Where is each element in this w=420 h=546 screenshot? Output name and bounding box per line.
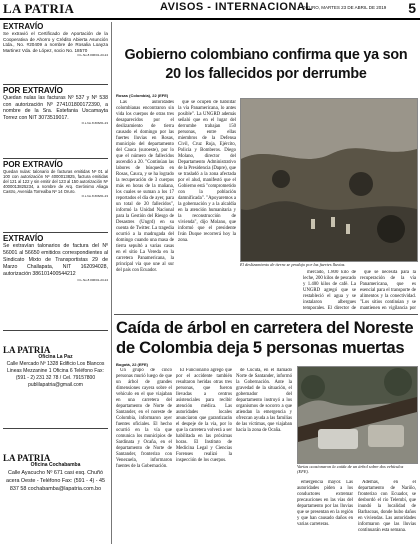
story-1-column: mercado, 1.800 kilo de leche, 200 kilos de pescado y 1.400 kilos de café. La UNGRD agregó que se restableció el agua y se instalaron albergues temporales. El director de xyxy=(303,270,356,310)
classified-ad xyxy=(3,86,108,159)
classifieds-sidebar xyxy=(0,20,110,546)
landslide-photo xyxy=(240,98,418,262)
story-1-headline: Gobierno colombiano confirma que ya son 20 los fallecidos por derrumbe xyxy=(124,47,408,82)
issue-date: ORURO, MARTES 23 DE ABRIL DE 2019 xyxy=(302,5,387,10)
story-2-column: Un grupo de cinco personas murió luego de que un árbol de grandes dimensiones cayera sobre el vehículo en el que viajaban en una carretera del departamento de Norte de Santander, en el noreste de Colombia, informaron ayer fuentes oficiales. El hecho ocurrió en la vía que comunica los municipios de Sardinata y Ocaña, en el departamento de Norte de Santander, fronterizo con Venezuela, informaron fuentes de la Gobernación. xyxy=(116,368,172,469)
ad-body: Quedan nulas: talonario de facturas emitidas Nº 01 al 100 con autorización Nº 4000013825, factura emitidas del 121 al 122 y sin emitir del 123 al 150 autorización Nº 4000013825234, a nombre de Arq. Gerónimo Aliaga Castro, Avenida Torrealba Nº 14 Oruro. xyxy=(3,169,108,194)
publication-name: LA PATRIA xyxy=(3,1,75,16)
story-2-column: El Funcionario agregó que por el accidente también resultaron heridas otras tres personas, que fueron llevadas a centros asistenciales para recibir atención médica. Las autoridades locales anunciaron que garantizarán el despeje de la vía, por lo que la carretera volverá a ser habilitada en las próximas horas. El Instituto de Medicina Legal y Ciencias Forenses realizó la inspección de los cuerpos. xyxy=(176,368,232,463)
office-box-la-paz xyxy=(3,346,108,429)
story-2-headline: Caída de árbol en carretera del Noreste de Colombia deja 5 personas muertas xyxy=(116,318,414,357)
classified-ad xyxy=(3,22,108,85)
office-contact: Calle Mercado Nº 1328 Edificio Los Blancos Lineas Mezzanine 1 Oficina 6 Teléfono Fax: (591 - 2) 231 32 78 / Cel. 79157800 publilapatria@gmail.com xyxy=(6,360,105,388)
story-1-photo-caption: El deslizamiento de tierra se produjo por las fuertes lluvias. xyxy=(240,262,346,267)
story-1-column: Las autoridades colombianas encontraron sin vida los cuerpos de otras tres desaparecidos por el deslizamiento de tierra causado el domingo por las fuertes lluvias en Rosas, municipio del departamento del Cauca (suroeste), por lo que el número de fallecidos ascendió a 20. "Continúan las labores de búsqueda en Rosas, Cauca, y se ha logrado la recuperación de 3 cuerpos más en horas de la mañana, los cuales se suman a los 17 reportados el día de ayer, para un total de 20 fallecidos", informó la Unidad Nacional para la Gestión del Riesgo de Desastres (Ungrd) en su cuenta de Twitter. La tragedia ocurrió a la madrugada del domingo cuando una masa de tierra sepultó a varias casas en el sitio La Vereda en la carretera Panamericana, la principal vía que une al sur del país con Ecuador. xyxy=(116,100,174,273)
office-brand: LA PATRIA xyxy=(3,345,51,355)
section-title: AVISOS - INTERNACIONAL xyxy=(160,1,313,13)
office-name: Oficina La Paz xyxy=(38,354,73,360)
column-divider xyxy=(111,22,112,544)
ad-title: POR EXTRAVÍO xyxy=(3,160,63,169)
fallen-tree-photo xyxy=(297,366,418,464)
office-contact: Calle Ayacucho Nº 671 casi esq. Chuñó acera Oeste - Teléfono Fax: (591 - 4) - 45 837 58 cochabamba@lapatria.com.bo xyxy=(5,469,106,492)
story-1-column: que se ocupen de habilitar la vía Panamericana, lo antes posible". La UNGRD además señaló que en el lugar del derrumbe trabajan 150 personas, entre ellas miembros de la Defensa Civil, Cruz Roja, Ejército, Policía y Bomberos. Diego Molano, director del Departamento Administrativo de la Presidencia (Dapre), que se trasladó a la zona afectada por el alud, manifestó que el Gobierno está "comprometido con la población damnificada". "Apoyaremos a la gobernación y a la alcaldía en la atención humanitaria y la reconstrucción de vivienda", dijo Molano, que informó que el presidente Iván Duque recorrerá hoy la zona. xyxy=(178,100,236,243)
office-name: Oficina Cochabamba xyxy=(30,462,81,468)
ad-footer: O.L.No.8 #06/01-23 xyxy=(81,121,108,125)
ad-footer: O.L.No.8 #06/01-23 xyxy=(81,194,108,198)
ad-title: EXTRAVÍO xyxy=(3,234,44,243)
landslide-image xyxy=(241,99,417,261)
story-2-column: Además, en el departamento de Nariño, fronterizo con Ecuador, se desbordó el río Telembí, que inundó la localidad de Barbacoas, donde hubo daños en viviendas. Las autoridades informaron que las lluvias continuarán esta semana. xyxy=(358,480,416,533)
ad-footer: O.L.No.8 #06/01-23-24 xyxy=(77,278,108,282)
story-2-dateline: Bogotá, 22 (EFE) xyxy=(116,362,149,367)
ad-footer: O.L.No.8 #06/01-23-24 xyxy=(77,53,108,58)
ad-title: POR EXTRAVÍO xyxy=(3,86,63,95)
story-2-photo-caption: Varias ocasionaron la caída de un árbol sobre dos vehículos (EFE). xyxy=(297,464,404,475)
ad-body: Se extravió el Certificado de Aportación de la Cooperativa de Ahorro y Crédito Abierta Asunción Ltda., No. #20409 a nombre de Rosalia Loayza Martinez Vda. de López, socio No. 18570 xyxy=(3,31,108,53)
ad-body: Se extravían talonarios de factura del Nº 56001 al 56650 emitidos correspondientes al Sindicato Mixto de Transportistas 29 de Marzo Challapata, NIT 162094028, autorización 386101400544212 xyxy=(3,243,108,277)
office-box-cochabamba xyxy=(3,454,108,540)
office-brand: LA PATRIA xyxy=(3,453,51,463)
story-2-column: de Cúcuta, en el llamado Norte de Santander, informó la Gobernación. Ante la gravedad de la situación, el gobernador del departamento instruyó a los organismos de socorro a que atiendan la emergencia y ofrezcan ayuda a las familias de las víctimas, que viajaban hacia la zona de Ocaña. xyxy=(236,368,292,433)
page-header xyxy=(0,0,420,20)
story-1-column: que se necesita para la recuperación de la vía Panamericana, que es esencial para el transporte de alimentos y la conectividad. "Los sitios continúan y se mantienen en vigilancia por xyxy=(360,270,416,310)
story-1-dateline: Rosas (Colombia), 22 (EFE) xyxy=(116,93,169,98)
fallen-tree-image xyxy=(298,367,417,463)
story-2-column: emergencia mayor. Las autoridades piden a los conductores extremar precauciones en las vías del departamento por las lluvias que se presentan en la región y que han causado daños en varias carreteras. xyxy=(297,480,353,527)
ad-title: EXTRAVÍO xyxy=(3,22,44,31)
classified-ad xyxy=(3,234,108,331)
ad-body: Quedan nulas las facturas Nº 537 y Nº 538 con autorización Nº 274101800172390, a nombre de la Sra. Estefania Uscamayta Torrez con NIT 3073519017. xyxy=(3,95,108,121)
classified-ad xyxy=(3,160,108,233)
page-number: 5 xyxy=(408,0,416,16)
story-divider xyxy=(114,314,418,315)
